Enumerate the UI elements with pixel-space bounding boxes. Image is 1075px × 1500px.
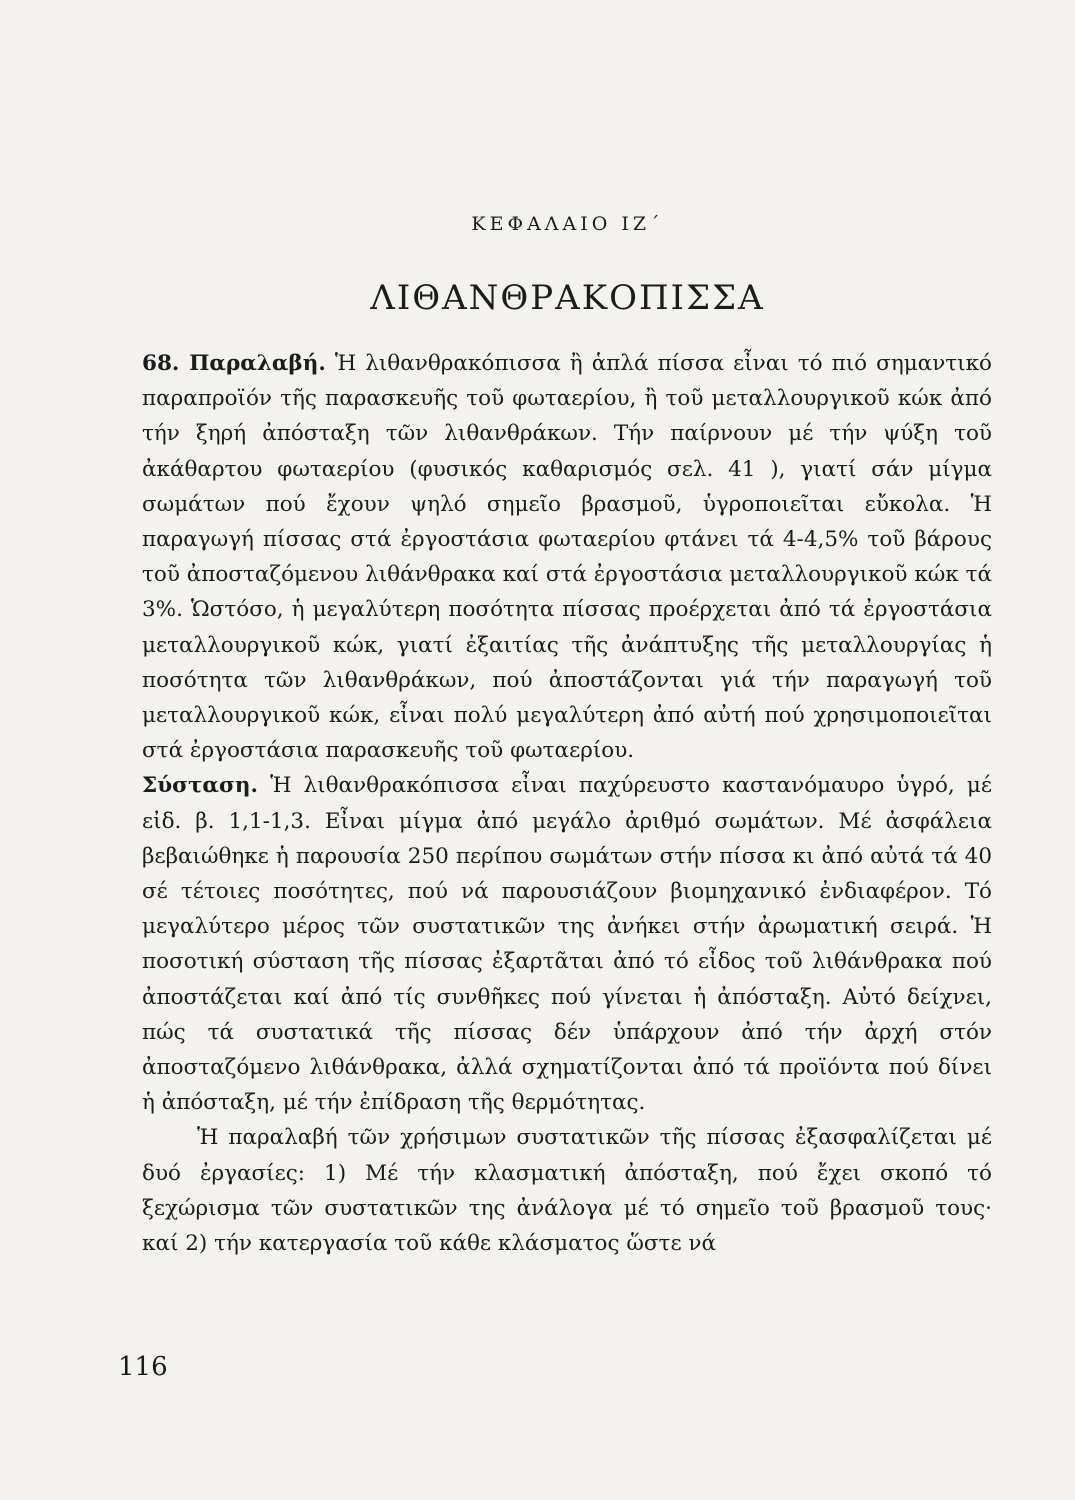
page-number: 116 — [118, 1352, 168, 1382]
paragraph-processing — [142, 1120, 992, 1261]
paragraph-text: Ἡ λιθανθρακόπισσα εἶναι παχύρευστο καστανόμαυρο ὑγρό, μέ εἰδ. β. 1,1-1,3. Εἶναι μίγμα ἀπό μεγάλο ἀριθμό σωμάτων. Μέ ἀσφάλεια βεβαιώθηκε ἡ παρουσία 250 περίπου σωμάτων στήν πίσσα κι ἀπό αὐτά τά 40 σέ τέτοιες ποσότητες, πού νά παρουσιάζουν βιομηχανικό ἐνδιαφέρον. Τό μεγαλύτερο μέρος τῶν συστατικῶν της ἀνήκει στήν ἀρωματική σειρά. Ἡ ποσοτική σύσταση τῆς πίσσας ἐξαρτᾶται ἀπό τό εἶδος τοῦ λιθάνθρακα πού ἀποστάζεται καί ἀπό τίς συνθῆκες πού γίνεται ἡ ἀπόσταξη. Αὐτό δείχνει, πώς τά συστατικά τῆς πίσσας δέν ὑπάρχουν ἀπό τήν ἀρχή στόν ἀποσταζόμενο λιθάνθρακα, ἀλλά σχηματίζονται ἀπό τά προϊόντα πού δίνει ἡ ἀπόσταξη, μέ τήν ἐπίδραση τῆς θερμότητας. — [142, 773, 992, 1116]
paragraph-reception — [142, 346, 992, 768]
paragraph-composition — [142, 768, 992, 1120]
section-heading-reception: 68. Παραλαβή. — [142, 351, 326, 376]
paragraph-text: Ἡ λιθανθρακόπισσα ἢ ἁπλά πίσσα εἶναι τό πιό σημαντικό παραπροϊόν τῆς παρασκευῆς τοῦ φωταερίου, ἢ τοῦ μεταλλουργικοῦ κώκ ἀπό τήν ξηρή ἀπόσταξη τῶν λιθανθράκων. Τήν παίρνουν μέ τήν ψύξη τοῦ ἀκάθαρτου φωταερίου (φυσικός καθαρισμός σελ. 41 ), γιατί σάν μίγμα σωμάτων πού ἔχουν ψηλό σημεῖο βρασμοῦ, ὑγροποιεῖται εὔκολα. Ἡ παραγωγή πίσσας στά ἐργοστάσια φωταερίου φτάνει τά 4-4,5% τοῦ βάρους τοῦ ἀποσταζόμενου λιθάνθρακα καί στά ἐργοστάσια μεταλλουργικοῦ κώκ τά 3%. Ὡστόσο, ἡ μεγαλύτερη ποσότητα πίσσας προέρχεται ἀπό τά ἐργοστάσια μεταλλουργικοῦ κώκ, γιατί ἐξαιτίας τῆς ἀνάπτυξης τῆς μεταλλουργίας ἡ ποσότητα τῶν λιθανθράκων, πού ἀποστάζονται γιά τήν παραγωγή τοῦ μεταλλουργικοῦ κώκ, εἶναι πολύ μεγαλύτερη ἀπό αὐτή πού χρησιμοποιεῖται στά ἐργοστάσια παρασκευῆς τοῦ φωταερίου. — [142, 351, 992, 764]
chapter-label: ΚΕΦΑΛΑΙΟ ΙΖ΄ — [471, 213, 664, 235]
chapter-title: ΛΙΘΑΝΘΡΑΚΟΠΙΣΣΑ — [370, 278, 765, 318]
paragraph-text: Ἡ παραλαβή τῶν χρήσιμων συστατικῶν τῆς πίσσας ἐξασφαλίζεται μέ δυό ἐργασίες: 1) Μέ τήν κλασματική ἀπόσταξη, πού ἔχει σκοπό τό ξεχώρισμα τῶν συστατικῶν της ἀνάλογα μέ τό σημεῖο τοῦ βρασμοῦ τους· καί 2) τήν κατεργασία τοῦ κάθε κλάσματος ὥστε νά — [142, 1125, 992, 1257]
section-heading-composition: Σύσταση. — [142, 773, 258, 799]
body-text — [142, 346, 992, 1261]
